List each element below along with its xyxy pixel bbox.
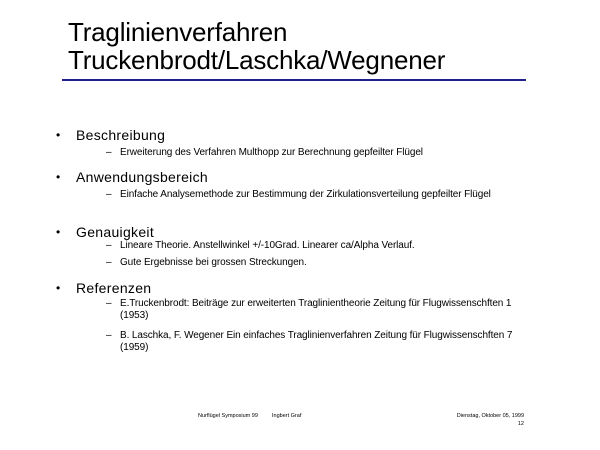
title-line-2: Truckenbrodt/Laschka/Wegnener — [68, 45, 446, 75]
dash-icon: – — [106, 257, 112, 268]
dash-icon: – — [106, 330, 112, 341]
section-heading: Referenzen — [76, 280, 152, 296]
title-underline — [62, 79, 526, 81]
bullet-icon: • — [56, 281, 61, 295]
footer-event: Nurflügel Symposium 99 — [198, 413, 258, 419]
title-line-1: Traglinienverfahren — [68, 17, 288, 47]
section-heading: Anwendungsbereich — [76, 169, 208, 185]
bullet-icon: • — [56, 128, 61, 142]
slide-title — [68, 18, 538, 74]
list-item-text: Lineare Theorie. Anstellwinkel +/-10Grad. Linearer ca/Alpha Verlauf. — [120, 240, 415, 251]
list-item-text: Einfache Analysemethode zur Bestimmung der Zirkulationsverteilung gepfeilter Flügel — [120, 189, 491, 200]
bullet-icon: • — [56, 170, 61, 184]
footer-author: Ingbert Graf — [272, 413, 302, 419]
list-item-text: E.Truckenbrodt: Beiträge zur erweiterten Traglinientheorie Zeitung für Flugwissenschften 1 (1953) — [120, 298, 512, 321]
dash-icon: – — [106, 189, 112, 200]
bullet-icon: • — [56, 225, 61, 239]
list-item-text: Gute Ergebnisse bei grossen Streckungen. — [120, 257, 307, 268]
footer-page-number: 12 — [517, 421, 524, 427]
dash-icon: – — [106, 240, 112, 251]
dash-icon: – — [106, 298, 112, 309]
dash-icon: – — [106, 147, 112, 158]
list-item-text: Erweiterung des Verfahren Multhopp zur Berechnung gepfeilter Flügel — [120, 147, 423, 158]
footer-date: Dienstag, Oktober 05, 1999 — [456, 413, 524, 419]
section-heading: Beschreibung — [76, 127, 166, 143]
list-item-text: B. Laschka, F. Wegener Ein einfaches Traglinienverfahren Zeitung für Flugwissenschften 7 (1959) — [120, 330, 513, 353]
section-heading: Genauigkeit — [76, 224, 155, 240]
